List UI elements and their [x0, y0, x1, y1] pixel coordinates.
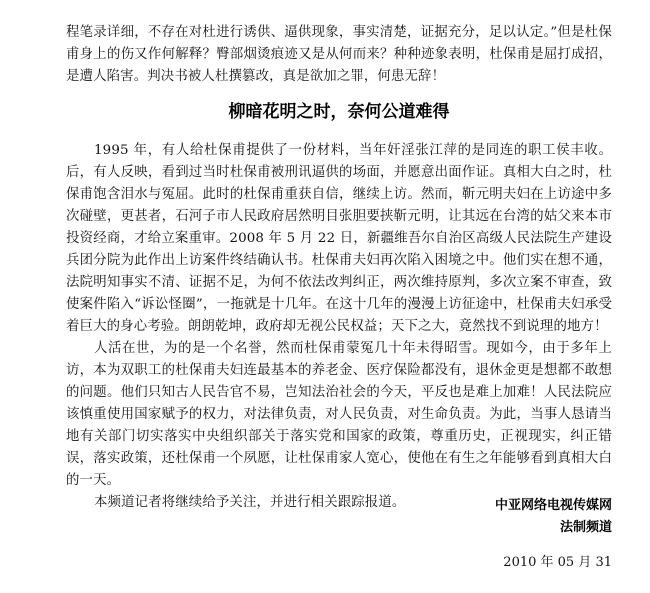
- body-paragraph-1: 1995 年，有人给杜保甫提供了一份材料，当年奸淫张江萍的是同连的职工侯丰收。后，有人反映，看到过当时杜保甫被刑讯逼供的场面，并愿意出面作证。真相大白之时，杜保甫饱含泪水与冤屈。此时的杜保甫重获自信，继续上访。然而，靳元明夫妇在上访途中多次碰壁，更甚者，石河子市人民政府居然明目张胆要挟靳元明，让其远在台湾的姑父来本市投资经商，才给立案重审。2008 年 5 月 22 日，新疆维吾尔自治区高级人民法院生产建设兵团分院为此作出上访案件终结确认书。杜保甫夫妇再次陷入困境之中。他们实在想不通，法院明知事实不清、证据不足，为何不依法改判纠正，两次维持原判，多次立案不审查，致使案件陷入“诉讼怪圈”，一拖就是十几年。在这十几年的漫漫上访征途中，杜保甫夫妇承受着巨大的身心考验。朗朗乾坤，政府却无视公民权益；天下之大，竟然找不到说理的地方！: [66, 143, 612, 334]
- signature-organization: 中亚网络电视传媒网: [494, 498, 612, 513]
- article-body: [66, 22, 612, 570]
- publication-date: 2010 年 05 月 31: [503, 555, 612, 570]
- signature-department: 法制频道: [559, 520, 612, 535]
- intro-paragraph: 程笔录详细，不存在对杜进行诱供、逼供现象，事实清楚，证据充分，足以认定。”但是杜保甫身上的伤又作何解释？臀部烟烫痕迹又是从何而来？种种迹象表明，杜保甫是屈打成招，是遭人陷害。判决书被人杜撰篡改，真是欲加之罪，何患无辞！: [66, 25, 612, 84]
- section-heading: 柳暗花明之时，奈何公道难得: [228, 102, 450, 122]
- body-paragraph-3: 本频道记者将继续给予关注，并进行相关跟踪报道。: [94, 495, 406, 510]
- body-paragraph-2: 人活在世，为的是一个名誉，然而杜保甫蒙冤几十年未得昭雪。现如今，由于多年上访，本为双职工的杜保甫夫妇连最基本的养老金、医疗保险都没有，退休金更是想都不敢想的问题。他们只知古人民告官不易，岂知法治社会的今天，平反也是难上加难！人民法院应该慎重使用国家赋予的权力，对法律负责，对人民负责，对生命负责。为此，当事人恳请当地有关部门切实落实中央组织部关于落实党和国家的政策，尊重历史，正视现实，纠正错误，落实政策，还杜保甫一个夙愿，让杜保甫家人宽心，使他在有生之年能够看到真相大白的一天。: [66, 341, 612, 488]
